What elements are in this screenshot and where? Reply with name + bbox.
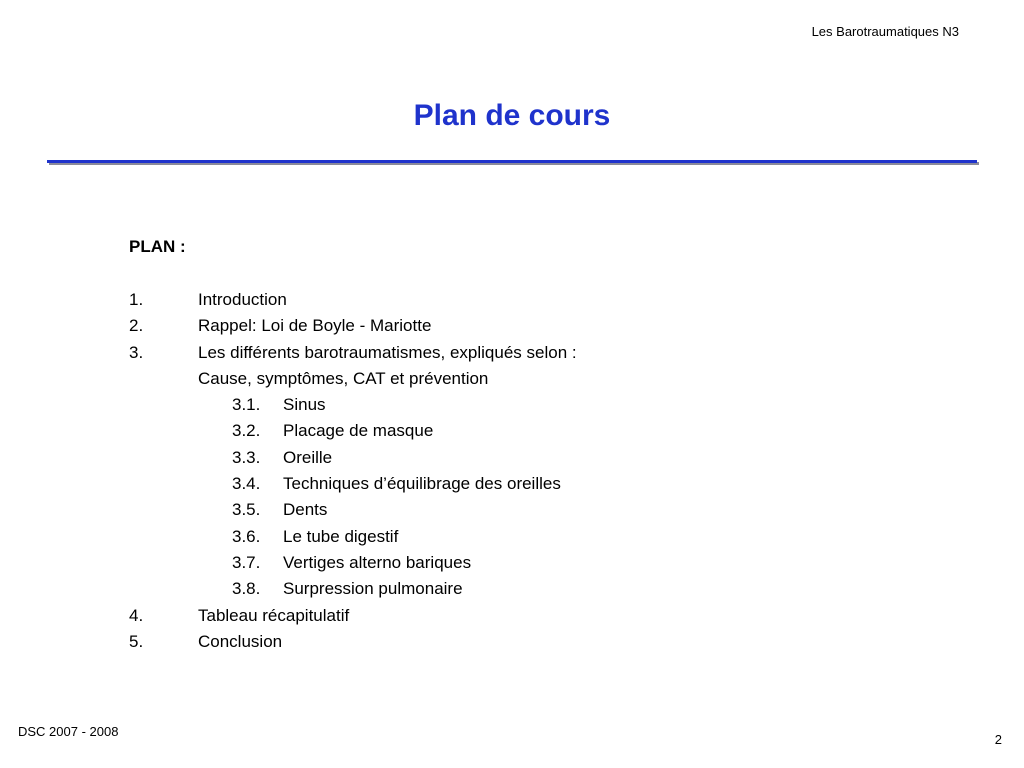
list-item-number: 3.6. bbox=[232, 526, 261, 546]
list-item bbox=[129, 629, 577, 655]
list-item bbox=[129, 313, 577, 339]
list-item-text: Conclusion bbox=[198, 631, 283, 651]
sub-list-item bbox=[129, 445, 577, 471]
sub-list-item bbox=[129, 550, 577, 576]
plan-list bbox=[129, 287, 577, 655]
sub-list-item bbox=[129, 497, 577, 523]
list-item-text: Rappel: Loi de Boyle - Mariotte bbox=[198, 316, 432, 336]
page-number: 2 bbox=[994, 732, 1002, 747]
footer-date-range: DSC 2007 - 2008 bbox=[18, 724, 119, 739]
list-item-number: 3.1. bbox=[232, 395, 261, 415]
list-item-number: 3.2. bbox=[232, 421, 261, 441]
list-item-number: 3.5. bbox=[232, 500, 261, 520]
list-item bbox=[129, 340, 577, 366]
list-item-text: Surpression pulmonaire bbox=[283, 579, 463, 599]
list-item-continuation bbox=[129, 366, 577, 392]
list-item-text: Techniques d’équilibrage des oreilles bbox=[283, 474, 561, 494]
sub-list-item bbox=[129, 524, 577, 550]
header-course-tag: Les Barotraumatiques N3 bbox=[811, 24, 959, 39]
list-item-number: 3. bbox=[129, 342, 144, 362]
list-item bbox=[129, 603, 577, 629]
sub-list-item bbox=[129, 418, 577, 444]
sub-list-item bbox=[129, 576, 577, 602]
list-item-text: Sinus bbox=[283, 395, 326, 415]
list-item-number: 4. bbox=[129, 605, 144, 625]
list-item-number: 1. bbox=[129, 290, 144, 309]
list-item-text: Tableau récapitulatif bbox=[198, 605, 350, 625]
sub-list-item bbox=[129, 392, 577, 418]
list-item-text: Le tube digestif bbox=[283, 526, 399, 546]
list-item-text: Les différents barotraumatismes, expliqués selon : bbox=[198, 342, 577, 362]
list-item-text: Oreille bbox=[283, 447, 333, 467]
list-item-number: 3.7. bbox=[232, 552, 261, 572]
title-divider bbox=[47, 160, 977, 163]
slide-title: Plan de cours bbox=[413, 99, 611, 132]
list-item-text: Dents bbox=[283, 500, 328, 520]
list-item bbox=[129, 287, 577, 313]
list-item-number: 5. bbox=[129, 631, 144, 651]
list-item-text: Vertiges alterno bariques bbox=[283, 552, 472, 572]
list-item-number: 3.4. bbox=[232, 474, 261, 494]
list-item-number: 3.3. bbox=[232, 447, 261, 467]
list-item-text: Cause, symptômes, CAT et prévention bbox=[198, 368, 489, 388]
list-item-number: 3.8. bbox=[232, 579, 261, 599]
list-item-number: 2. bbox=[129, 316, 144, 336]
list-item-text: Introduction bbox=[198, 290, 287, 309]
list-item-text: Placage de masque bbox=[283, 421, 434, 441]
sub-list-item bbox=[129, 471, 577, 497]
plan-heading: PLAN : bbox=[129, 237, 186, 256]
